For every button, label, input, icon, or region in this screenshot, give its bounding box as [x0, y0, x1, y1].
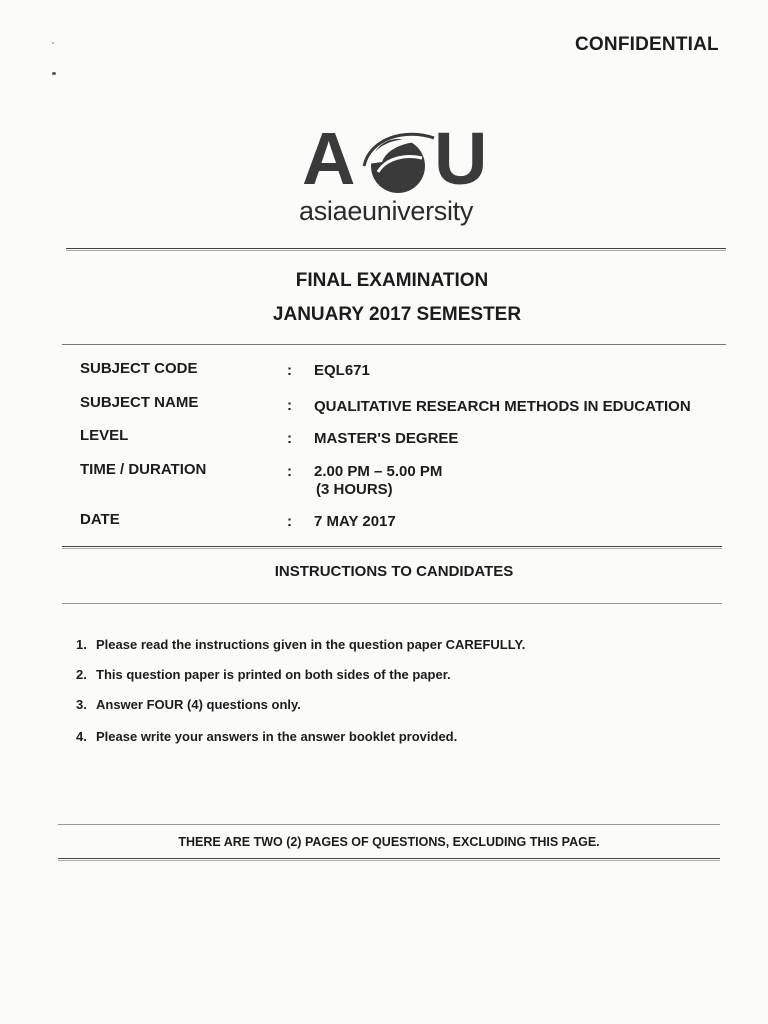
instruction-number: 2. — [76, 667, 87, 682]
subject-code-label: SUBJECT CODE — [80, 360, 198, 377]
page-count-note: THERE ARE TWO (2) PAGES OF QUESTIONS, EXCLUDING THIS PAGE. — [178, 835, 600, 849]
instruction-item — [76, 697, 301, 712]
instructions-title: INSTRUCTIONS TO CANDIDATES — [274, 563, 514, 580]
colon: : — [287, 362, 292, 379]
subject-code-value: EQL671 — [314, 362, 370, 379]
colon: : — [287, 397, 292, 414]
instruction-text: This question paper is printed on both sides of the paper. — [96, 667, 451, 682]
exam-title: FINAL EXAMINATION — [295, 270, 489, 291]
divider — [62, 344, 726, 345]
confidential-label: CONFIDENTIAL — [575, 34, 719, 55]
logo-letter-a: A — [302, 117, 354, 200]
time-value: 2.00 PM – 5.00 PM — [314, 463, 443, 480]
divider — [62, 603, 722, 604]
subject-name-label: SUBJECT NAME — [80, 394, 199, 411]
divider — [58, 858, 720, 861]
exam-semester: JANUARY 2017 SEMESTER — [272, 304, 522, 325]
instruction-text: Please read the instructions given in the question paper CAREFULLY. — [96, 637, 526, 652]
divider — [66, 248, 726, 251]
university-logo — [300, 117, 500, 200]
instruction-item — [76, 729, 457, 744]
divider — [58, 824, 720, 825]
globe-swoosh-icon — [360, 128, 436, 198]
colon: : — [287, 463, 292, 480]
colon: : — [287, 430, 292, 447]
date-value: 7 MAY 2017 — [314, 513, 396, 530]
time-duration-label: TIME / DURATION — [80, 461, 207, 478]
colon: : — [287, 513, 292, 530]
date-label: DATE — [80, 511, 120, 528]
logo-letter-u: U — [434, 117, 486, 200]
scan-speck — [52, 72, 56, 75]
instruction-number: 1. — [76, 637, 87, 652]
university-wordmark: asiaeuniversity — [299, 196, 474, 226]
divider — [62, 546, 722, 549]
instruction-item — [76, 667, 451, 682]
level-label: LEVEL — [80, 427, 129, 444]
instruction-number: 3. — [76, 697, 87, 712]
instruction-text: Answer FOUR (4) questions only. — [96, 697, 301, 712]
level-value: MASTER'S DEGREE — [314, 430, 459, 447]
duration-value: (3 HOURS) — [316, 481, 393, 498]
instruction-number: 4. — [76, 729, 87, 744]
instruction-item — [76, 637, 525, 652]
scan-speck — [52, 42, 54, 44]
instruction-text: Please write your answers in the answer booklet provided. — [96, 729, 458, 744]
subject-name-value: QUALITATIVE RESEARCH METHODS IN EDUCATION — [314, 398, 691, 415]
